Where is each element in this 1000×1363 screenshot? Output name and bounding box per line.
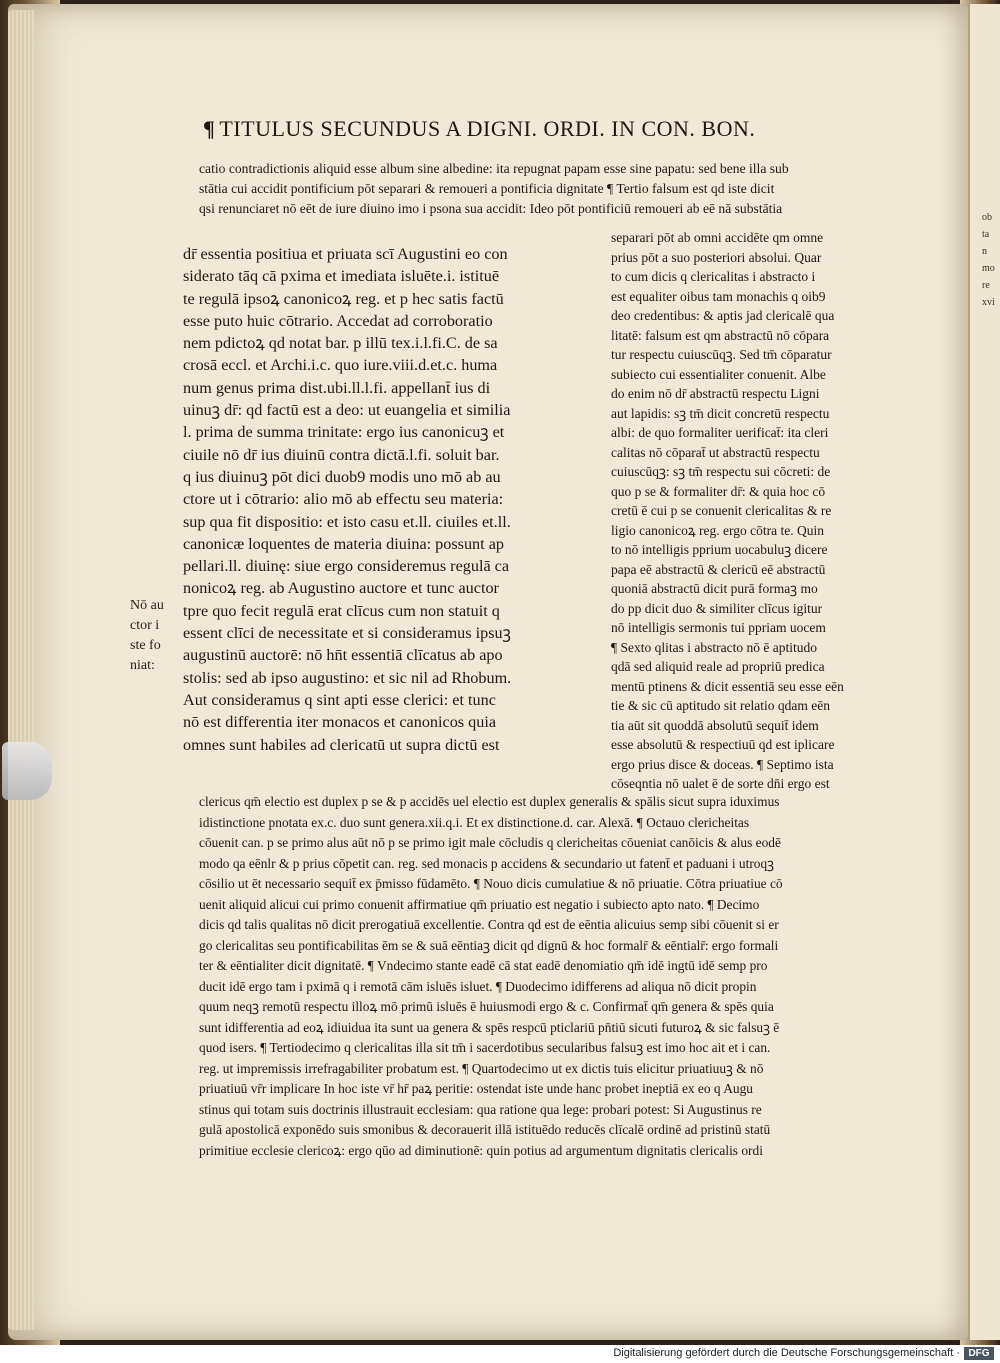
text-line: augustinū auctorē: nō hn̄t essentiā clīcatus ab apo — [183, 646, 503, 665]
text-line: sup qua fit dispositio: et isto casu et.ll. ciuiles et.ll. — [183, 512, 511, 531]
bottom-text-block — [199, 792, 879, 1161]
page-clip — [2, 742, 52, 800]
text-line: prius pōt a suo posteriori absolui. Quar — [611, 249, 822, 265]
marginal-note-line: Nō au — [130, 598, 164, 613]
running-header — [203, 116, 813, 142]
text-line: omnes sunt habiles ad clericatū ut supra dictū est — [183, 735, 500, 754]
text-line: go clericalitas seu pontificabilitas ēm se & suā eēntiaꝫ dicit qd dignū & hoc formalr̄ & eēntialr̄: ergo formali — [199, 937, 779, 953]
text-line: modo qa eēnlr & p prius cōpetit can. reg. sed monacis p accidens & secundario ut fatent̄ et paduani i utroqꝫ — [199, 855, 775, 871]
text-line: do enim nō dr̄ abstractū respectu Ligni — [611, 386, 820, 401]
text-line: tpre quo fecit regulā erat clīcus cum non statuit q — [183, 601, 500, 620]
text-line: to cum dicis q clericalitas i abstracto i — [611, 269, 816, 284]
text-line: esse absolutū & respectiuū qd est iplicare — [611, 737, 835, 752]
right-column-text — [611, 228, 879, 794]
text-line: quoniā abstractū dicit purā formaꝫ mo — [611, 581, 818, 596]
text-line: sunt idifferentia ad eoꝝ idiuidua ita sunt ua genera & spēs respcū pticlariū pn̄tiū sicuti futuroꝝ & sic falsuꝫ ē — [199, 1019, 780, 1035]
text-line: separari pōt ab omni accidēte qm omne — [611, 230, 824, 245]
adjacent-page-line: xvi — [982, 297, 995, 308]
text-line: stolis: sed ab ipso augustino: et sic nil ad Rhobum. — [183, 668, 512, 687]
text-line: reg. ut impremissis irrefragabiliter probatum est. ¶ Quartodecimo ut ex dictis tuis elicitur priuatiuuꝫ & nō — [199, 1060, 764, 1076]
text-line: pellari.ll. diuinę: siue ergo consideremus regulā ca — [183, 557, 510, 576]
adjacent-page-text — [970, 4, 1000, 311]
text-line: aut lapidis: sꝫ tm̄ dicit concretū respectu — [611, 405, 830, 421]
dfg-logo: DFG — [964, 1347, 994, 1360]
text-line: clericus qm̄ electio est duplex p se & p accidēs uel electio est duplex generalis & spālis sicut supra iduximus — [199, 794, 780, 809]
pilcrow-mark: ¶ — [203, 116, 216, 141]
text-line: siderato tāq cā pxima et imediata isluēte.i. istituē — [183, 267, 500, 286]
text-line: qdā sed aliquid reale ad propriū predica — [611, 659, 825, 674]
text-line: to nō intelligis pprium uocabuluꝫ dicere — [611, 542, 828, 557]
text-line: tur respectu cuiuscūqꝫ. Sed tm̄ cōparatur — [611, 347, 832, 362]
text-line: cōsilio ut ēt necessario sequit̄ ex p̄misso fūdamēto. ¶ Nouo dicis cumulatiue & nō priuatie. Cōtra priuatiue cō — [199, 876, 783, 891]
adjacent-page-line: ta — [982, 229, 990, 240]
text-line: mentū ptinens & dicit essentiā seu esse eēn — [611, 678, 844, 694]
text-line: ergo prius disce & doceas. ¶ Septimo ista — [611, 756, 834, 772]
text-line: cōseqntia nō ualet ē de sorte dn̄i ergo est — [611, 776, 830, 791]
text-line: deo credentibus: & aptis jad clericalē qua — [611, 308, 835, 323]
text-line: ciuile nō dr̄ ius diuinū contra dictā.l.fi. soluit bar. — [183, 445, 500, 464]
text-line: nem pdictoꝝ qd notat bar. p illū tex.i.l.fi.C. de sa — [183, 334, 498, 353]
text-line: cuiuscūqꝫ: sꝫ tm̄ respectu sui cōcreti: de — [611, 464, 831, 479]
running-header-title: TITULUS SECUNDUS A DIGNI. ORDI. IN CON. BON. — [219, 116, 756, 141]
footer-credit: Digitalisierung gefördert durch die Deutsche Forschungsgemeinschaft · — [613, 1347, 960, 1359]
text-line: essent clīci de necessitate et si consideramus ipsuꝫ — [183, 624, 511, 643]
page-edges — [8, 10, 34, 1330]
text-line: idistinctione pnotata ex.c. duo sunt genera.xii.q.i. Et ex distinctione.d. car. Alexā. ¶ Octauo clericheitas — [199, 814, 750, 830]
text-line: uinuꝫ dr̄: qd factū est a deo: ut euangelia et similia — [183, 401, 511, 420]
text-line: te regulā ipsoꝝ canonicoꝝ reg. et p hec satis factū — [183, 289, 504, 308]
text-line: litatē: falsum est qm abstractū nō cōpara — [611, 327, 830, 343]
text-line: num genus prima dist.ubi.ll.l.fi. appellant̄ ius di — [183, 378, 491, 397]
text-line: ligio canonicoꝝ reg. ergo cōtra te. Quin — [611, 522, 824, 538]
marginal-note — [130, 596, 180, 676]
text-line: ducit idē ergo tam i pximā q i remotā cām isluēs isluet. ¶ Duodecimo idifferens ad aliqua nō dicit propin — [199, 978, 757, 994]
text-line: Aut consideramus q sint apti esse clerici: et tunc — [183, 690, 496, 709]
marginal-note-line: ctor i — [130, 618, 160, 633]
text-line: ctore ut i cōtrario: alio mō ab effectu seu materia: — [183, 490, 504, 509]
text-line: tie & sic cū aptitudo sit relatio qdam eēn — [611, 698, 830, 713]
left-column-text — [183, 243, 595, 756]
text-line: subiecto cui essentialiter conuenit. Albe — [611, 366, 826, 382]
text-line: do pp dicit duo & similiter clīcus igitur — [611, 600, 823, 616]
marginal-note-line: ste fo — [130, 638, 161, 653]
adjacent-page-line: n — [982, 246, 987, 257]
text-line: tia aūt sit quoddā absolutū sequit̄ idem — [611, 717, 819, 733]
adjacent-page-line: ob — [982, 212, 992, 223]
text-line: l. prima de summa trinitate: ergo ius canonicuꝫ et — [183, 423, 505, 442]
text-line: esse puto huic cōtrario. Accedat ad corroboratio — [183, 311, 493, 330]
text-line: gulā apostolicā exponēdo suis smonibus & decorauerit illā istituēdo reducēs clīcalē ordinē ad pristinū statū — [199, 1122, 771, 1137]
top-text-block — [199, 159, 879, 219]
text-line: quum neqꝫ remotū respectu illoꝝ mō primū isluēs ē huiusmodi ergo & c. Confirmat̄ qm̄ genera & spēs quia — [199, 999, 774, 1014]
text-line: est equaliter oibus tam monachis q oib9 — [611, 288, 826, 304]
text-line: dicis qd talis qualitas nō dicit prerogatiuā excellentie. Contra qd est de eēntia alicuius semp sibi cōuenit si er — [199, 917, 779, 932]
text-line: qsi renunciaret nō eēt de iure diuino imo i psona sua accidit: Ideo pōt pontificiū remoueri ab eē nā substātia — [199, 201, 783, 216]
adjacent-page-fragment — [970, 4, 1000, 1340]
text-line: catio contradictionis aliquid esse album sine albedine: ita repugnat papam esse sine papatu: sed bene illa sub — [199, 161, 789, 176]
text-line: stinus qui totam suis doctrinis illustrauit ecclesiam: qua ratione qua lege: probari potest: Si Augustinus re — [199, 1101, 762, 1117]
text-line: nonicoꝝ reg. ab Augustino auctore et tunc auctor — [183, 579, 499, 598]
footer-bar — [0, 1345, 1000, 1363]
text-line: uenit aliquid alicui cui primo conuenit affirmatiue qm̄ priuatio est negatio i subiecto apto nato. ¶ Decimo — [199, 896, 760, 912]
text-line: canonicæ loquentes de materia diuina: possunt ap — [183, 534, 504, 553]
text-line: papa eē abstractū & clericū eē abstractū — [611, 561, 826, 577]
adjacent-page-line: mo — [982, 263, 995, 274]
text-line: cretū ē cui p se conuenit clericalitas & re — [611, 503, 832, 518]
text-line: nō intelligis sermonis tui ppriam uocem — [611, 620, 826, 635]
adjacent-page-line: re — [982, 280, 990, 291]
text-line: dr̄ essentia positiua et priuata scī Augustini eo con — [183, 245, 508, 263]
text-line: quo p se & formaliter dr̄: & quia hoc cō — [611, 483, 826, 499]
text-line: priuatiuū vr̄r implicare In hoc iste vr̄ hr̄ paꝝ peritie: ostendat iste unde hanc probet ineptiā ex eo q Augu — [199, 1081, 753, 1096]
text-line: crosā eccl. et Archi.i.c. quo iure.viii.d.et.c. huma — [183, 356, 498, 375]
text-line: q ius diuinuꝫ pōt dici duob9 modis uno mō ab au — [183, 467, 501, 486]
text-line: ¶ Sexto qlitas i abstracto nō ē aptitudo — [611, 639, 817, 655]
text-line: albi: de quo formaliter uerificat̄: ita cleri — [611, 425, 829, 440]
text-line: nō est differentia iter monacos et canonicos quia — [183, 713, 497, 732]
text-line: stātia cui accidit pontificium pōt separari & remoueri a pontificia dignitate ¶ Tertio falsum est qd iste dicit — [199, 181, 775, 196]
marginal-note-line: niat: — [130, 658, 155, 673]
text-line: quod isers. ¶ Tertiodecimo q clericalitas illa sit tm̄ i sacerdotibus secularibus falsuꝫ est imo hoc ait et i can. — [199, 1040, 771, 1055]
text-line: ter & eēntialiter dicit dignitatē. ¶ Vndecimo stante eadē cā stat eadē denomiatio qm̄ idē ingtū idē semp pro — [199, 958, 768, 973]
text-line: cōuenit can. p se primo alus aūt nō p se primo igit male cōcludis q clericheitas cōueniat canōicis & alus eodē — [199, 835, 781, 850]
text-line: primitiue ecclesie clericoꝝ: ergo qūo ad diminutionē: quin potius ad argumentum dignitatis clericalis ordi — [199, 1142, 763, 1158]
text-line: calitas nō cōparat̄ ut abstractū respectu — [611, 444, 820, 460]
